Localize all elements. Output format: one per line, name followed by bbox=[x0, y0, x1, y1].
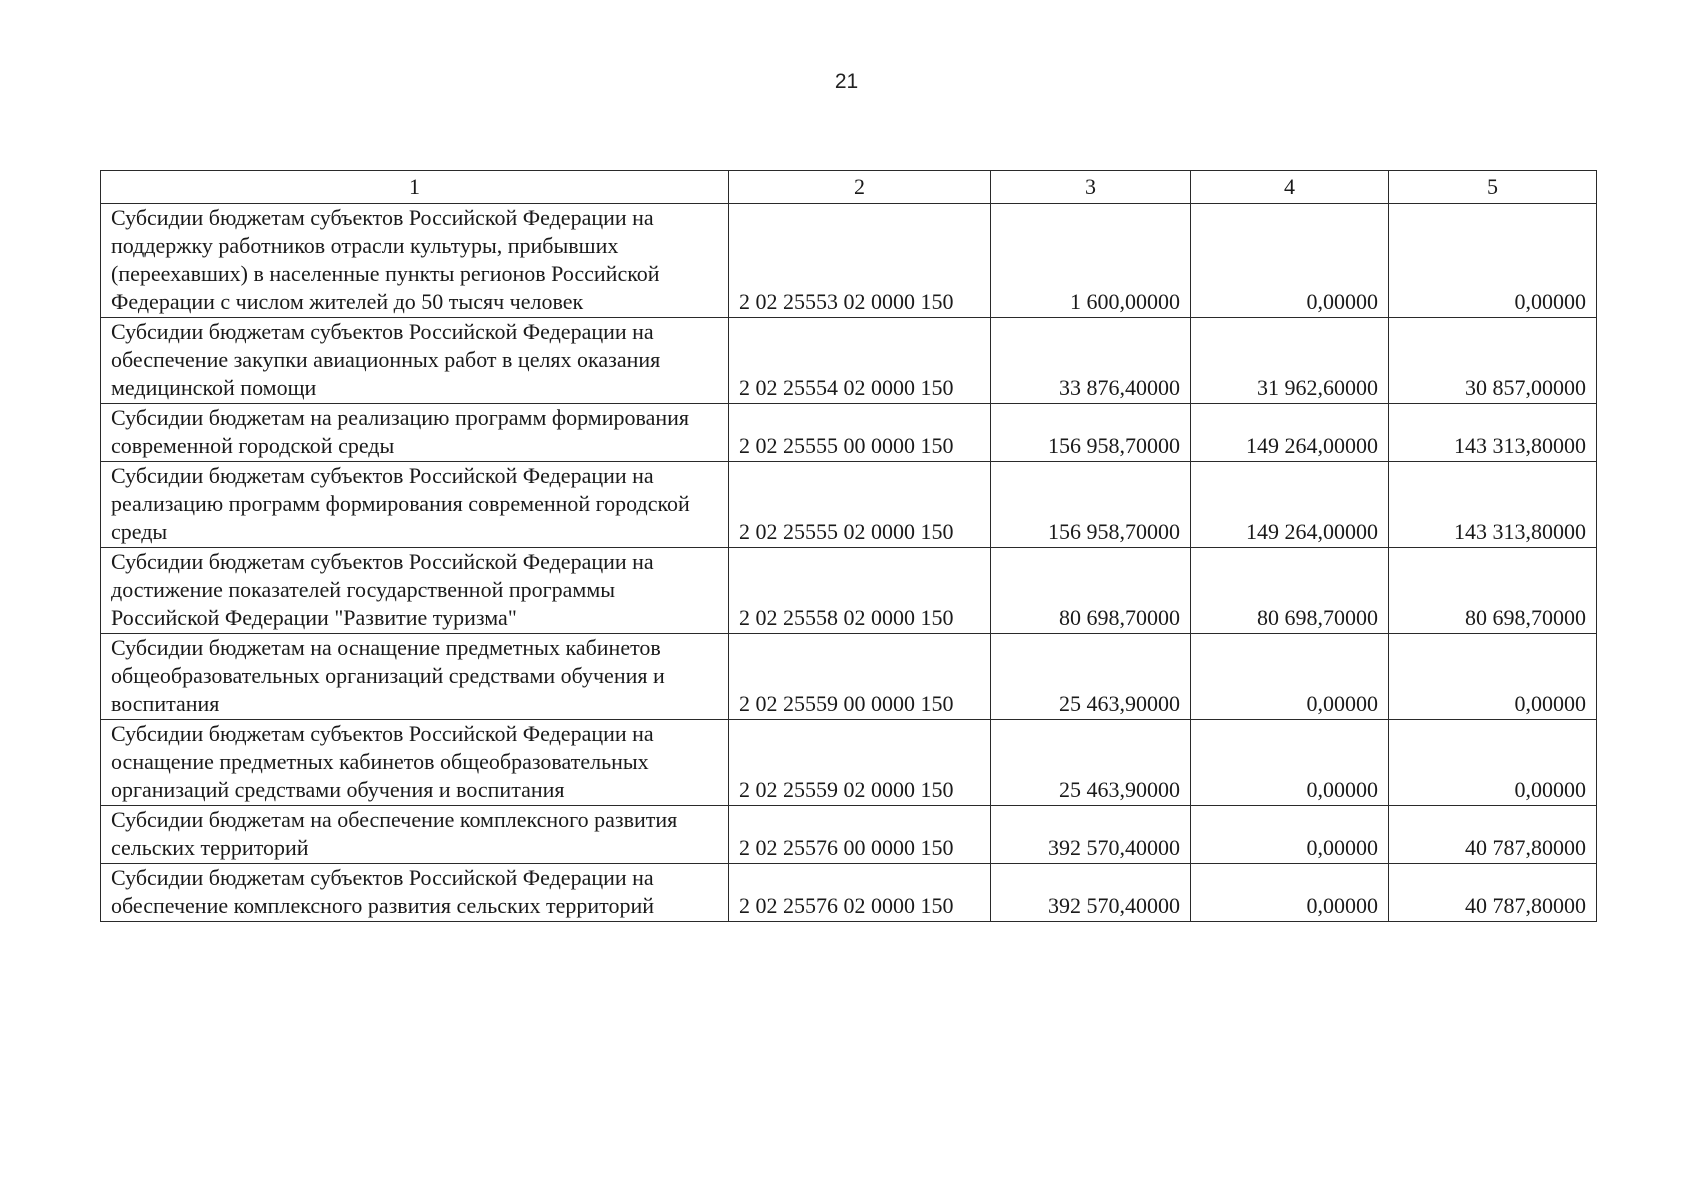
table-row bbox=[101, 720, 1597, 806]
row-name: Субсидии бюджетам субъектов Российской Федерации на обеспечение закупки авиационных работ в целях оказания медицинской помощи bbox=[101, 318, 729, 404]
row-value-3: 25 463,90000 bbox=[991, 634, 1191, 720]
table-row bbox=[101, 864, 1597, 922]
row-code: 2 02 25559 00 0000 150 bbox=[729, 634, 991, 720]
table-row bbox=[101, 404, 1597, 462]
row-value-5: 0,00000 bbox=[1389, 720, 1597, 806]
row-value-3: 25 463,90000 bbox=[991, 720, 1191, 806]
row-name: Субсидии бюджетам субъектов Российской Федерации на поддержку работников отрасли культуры, прибывших (переехавших) в населенные пункты регионов Российской Федерации с числом жителей до 50 тысяч человек bbox=[101, 204, 729, 318]
row-value-4: 149 264,00000 bbox=[1191, 462, 1389, 548]
row-code: 2 02 25554 02 0000 150 bbox=[729, 318, 991, 404]
row-value-4: 0,00000 bbox=[1191, 864, 1389, 922]
row-code: 2 02 25558 02 0000 150 bbox=[729, 548, 991, 634]
row-name: Субсидии бюджетам на обеспечение комплексного развития сельских территорий bbox=[101, 806, 729, 864]
row-name: Субсидии бюджетам на оснащение предметных кабинетов общеобразовательных организаций средствами обучения и воспитания bbox=[101, 634, 729, 720]
row-code: 2 02 25553 02 0000 150 bbox=[729, 204, 991, 318]
row-code: 2 02 25555 02 0000 150 bbox=[729, 462, 991, 548]
column-header-5: 5 bbox=[1389, 171, 1597, 204]
table-row bbox=[101, 548, 1597, 634]
row-value-5: 0,00000 bbox=[1389, 634, 1597, 720]
page-number: 21 bbox=[834, 70, 859, 93]
row-name: Субсидии бюджетам субъектов Российской Федерации на оснащение предметных кабинетов общеобразовательных организаций средствами обучения и воспитания bbox=[101, 720, 729, 806]
row-value-4: 80 698,70000 bbox=[1191, 548, 1389, 634]
row-value-5: 30 857,00000 bbox=[1389, 318, 1597, 404]
row-value-4: 31 962,60000 bbox=[1191, 318, 1389, 404]
row-value-3: 156 958,70000 bbox=[991, 404, 1191, 462]
row-value-3: 392 570,40000 bbox=[991, 806, 1191, 864]
row-value-4: 149 264,00000 bbox=[1191, 404, 1389, 462]
column-header-4: 4 bbox=[1191, 171, 1389, 204]
table-row bbox=[101, 634, 1597, 720]
row-value-5: 40 787,80000 bbox=[1389, 864, 1597, 922]
budget-table bbox=[100, 170, 1597, 922]
row-name: Субсидии бюджетам субъектов Российской Федерации на обеспечение комплексного развития сельских территорий bbox=[101, 864, 729, 922]
row-code: 2 02 25555 00 0000 150 bbox=[729, 404, 991, 462]
column-header-1: 1 bbox=[101, 171, 729, 204]
row-value-3: 33 876,40000 bbox=[991, 318, 1191, 404]
column-header-3: 3 bbox=[991, 171, 1191, 204]
row-name: Субсидии бюджетам субъектов Российской Федерации на реализацию программ формирования современной городской среды bbox=[101, 462, 729, 548]
row-value-4: 0,00000 bbox=[1191, 204, 1389, 318]
row-value-3: 1 600,00000 bbox=[991, 204, 1191, 318]
row-value-5: 143 313,80000 bbox=[1389, 404, 1597, 462]
row-value-3: 80 698,70000 bbox=[991, 548, 1191, 634]
table-row bbox=[101, 462, 1597, 548]
row-code: 2 02 25576 00 0000 150 bbox=[729, 806, 991, 864]
row-value-3: 392 570,40000 bbox=[991, 864, 1191, 922]
row-code: 2 02 25576 02 0000 150 bbox=[729, 864, 991, 922]
row-value-5: 143 313,80000 bbox=[1389, 462, 1597, 548]
row-code: 2 02 25559 02 0000 150 bbox=[729, 720, 991, 806]
row-value-3: 156 958,70000 bbox=[991, 462, 1191, 548]
row-value-4: 0,00000 bbox=[1191, 806, 1389, 864]
table-row bbox=[101, 318, 1597, 404]
row-name: Субсидии бюджетам субъектов Российской Федерации на достижение показателей государственной программы Российской Федерации "Развитие туризма" bbox=[101, 548, 729, 634]
column-header-2: 2 bbox=[729, 171, 991, 204]
row-name: Субсидии бюджетам на реализацию программ формирования современной городской среды bbox=[101, 404, 729, 462]
table-row bbox=[101, 204, 1597, 318]
table-row bbox=[101, 806, 1597, 864]
row-value-4: 0,00000 bbox=[1191, 634, 1389, 720]
row-value-5: 80 698,70000 bbox=[1389, 548, 1597, 634]
row-value-5: 40 787,80000 bbox=[1389, 806, 1597, 864]
header-row bbox=[101, 171, 1597, 204]
row-value-4: 0,00000 bbox=[1191, 720, 1389, 806]
row-value-5: 0,00000 bbox=[1389, 204, 1597, 318]
